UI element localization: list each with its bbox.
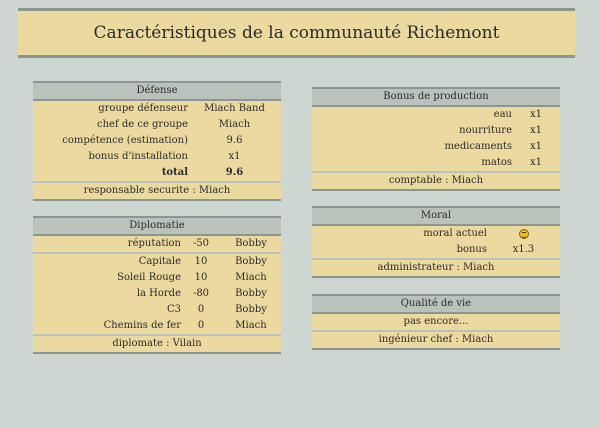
table-row xyxy=(312,107,560,123)
table-row xyxy=(312,139,560,155)
qualite-panel xyxy=(312,294,560,350)
production-footer: comptable : Miach xyxy=(312,171,560,189)
moral-header: Moral xyxy=(312,208,560,226)
row-label: medicaments xyxy=(444,141,512,152)
table-row xyxy=(33,270,281,286)
row-label: bonus d'installation xyxy=(88,151,188,162)
page-title-bar xyxy=(18,8,575,58)
diplomatie-panel xyxy=(33,216,281,354)
total-row xyxy=(33,165,281,181)
row-value: Miach xyxy=(218,119,251,130)
row-value: -80 xyxy=(192,288,210,299)
table-row xyxy=(33,318,281,334)
row-value: x1 xyxy=(529,109,542,120)
table-row xyxy=(33,286,281,302)
row-value: x1 xyxy=(529,141,542,152)
row-value: x1 xyxy=(529,125,542,136)
row-who: Bobby xyxy=(235,304,267,315)
smiley-icon xyxy=(519,229,529,239)
table-row xyxy=(33,252,281,270)
defense-footer: responsable securite : Miach xyxy=(33,181,281,199)
row-label: Soleil Rouge xyxy=(117,272,181,283)
row-value: 10 xyxy=(194,272,208,283)
row-value: x1 xyxy=(529,157,542,168)
total-value: 9.6 xyxy=(225,167,244,178)
row-value: 9.6 xyxy=(226,135,243,146)
row-label: groupe défenseur xyxy=(98,103,188,114)
table-row xyxy=(33,117,281,133)
row-label: compétence (estimation) xyxy=(62,135,188,146)
table-row xyxy=(33,149,281,165)
production-panel xyxy=(312,87,560,191)
reputation-row xyxy=(33,236,281,252)
diplomatie-header: Diplomatie xyxy=(33,218,281,236)
table-row xyxy=(33,101,281,117)
row-label: matos xyxy=(481,157,512,168)
row-value: 0 xyxy=(197,304,205,315)
defense-panel xyxy=(33,81,281,201)
row-value: -50 xyxy=(192,238,210,249)
table-row xyxy=(33,302,281,318)
row-who: Miach xyxy=(235,320,267,331)
row-label: réputation xyxy=(127,238,181,249)
qualite-row xyxy=(312,314,560,330)
row-who: Bobby xyxy=(235,256,267,267)
moral-actuel-row xyxy=(312,226,560,242)
row-label: Capitale xyxy=(138,256,181,267)
row-value: 0 xyxy=(197,320,205,331)
row-value: Miach Band xyxy=(204,103,265,114)
row-who: Bobby xyxy=(235,238,267,249)
row-who: Miach xyxy=(235,272,267,283)
moral-bonus-row xyxy=(312,242,560,258)
qualite-text: pas encore... xyxy=(403,316,469,327)
qualite-footer: ingénieur chef : Miach xyxy=(312,330,560,348)
total-label: total xyxy=(161,167,188,178)
row-value: x1 xyxy=(228,151,241,162)
moral-panel xyxy=(312,206,560,278)
page-title: Caractéristiques de la communauté Richemont xyxy=(93,23,500,43)
table-row xyxy=(33,133,281,149)
row-label: la Horde xyxy=(136,288,181,299)
moral-actuel-label: moral actuel xyxy=(423,228,487,239)
table-row xyxy=(312,155,560,171)
row-label: chef de ce groupe xyxy=(97,119,188,130)
diplomatie-footer: diplomate : Vilain xyxy=(33,334,281,352)
production-header: Bonus de production xyxy=(312,89,560,107)
defense-header: Défense xyxy=(33,83,281,101)
row-value: 10 xyxy=(194,256,208,267)
moral-bonus-label: bonus xyxy=(456,244,487,255)
row-label: Chemins de fer xyxy=(103,320,181,331)
table-row xyxy=(312,123,560,139)
row-label: eau xyxy=(493,109,512,120)
moral-footer: administrateur : Miach xyxy=(312,258,560,276)
row-who: Bobby xyxy=(235,288,267,299)
qualite-header: Qualité de vie xyxy=(312,296,560,314)
row-label: C3 xyxy=(166,304,181,315)
moral-icon-cell xyxy=(487,226,560,242)
moral-bonus-value: x1.3 xyxy=(512,244,535,255)
row-label: nourriture xyxy=(459,125,512,136)
